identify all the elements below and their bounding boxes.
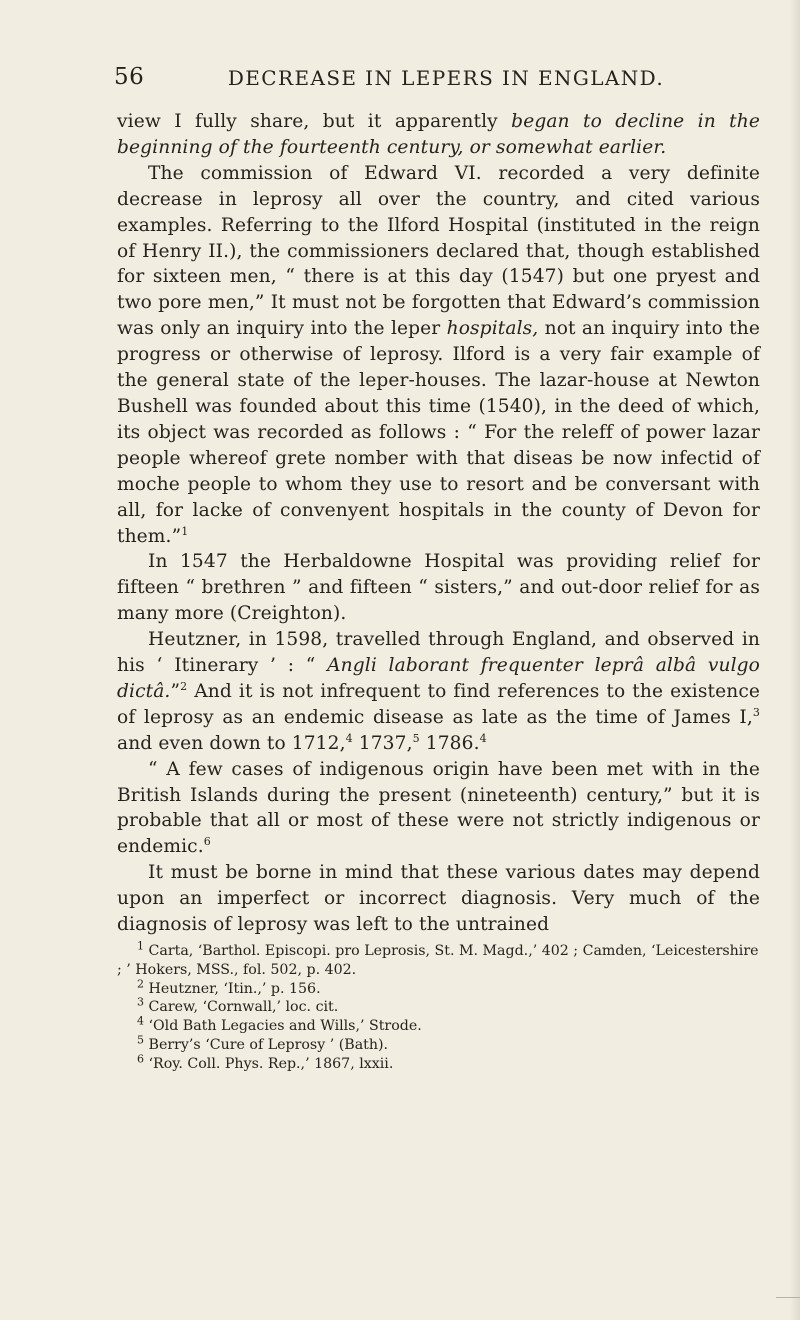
footnote-number: 2 <box>137 976 144 990</box>
paragraph-4-quote-close: ” <box>170 680 181 702</box>
paragraph-5-text: “ A few cases of indigenous origin have been met with in the British Islands during the present (nineteenth) century,” but it is probable that all or most of these were not strictly indigenous or endemic. <box>117 758 760 858</box>
footnote <box>117 1052 760 1074</box>
footnote <box>117 995 760 1017</box>
paragraph-3-text: In 1547 the Herbaldowne Hospital was providing relief for fifteen “ brethren ” and fifteen “ sisters,” and out-door relief for as many more (Creighton). <box>117 551 760 625</box>
paragraph-4-text-e: 1786. <box>419 732 480 754</box>
page-content <box>117 109 760 1074</box>
paragraph-1-italic: began to decline in the beginning of the fourteenth century, or somewhat earlier. <box>117 111 760 158</box>
paragraph-4-text-d: 1737, <box>352 732 413 754</box>
footnote-text: ‘Roy. Coll. Phys. Rep.,’ 1867, lxxii. <box>148 1055 394 1072</box>
footnote-number: 5 <box>137 1033 144 1047</box>
footnote-number: 6 <box>137 1052 144 1066</box>
footnote-text: Carta, ‘Barthol. Episcopi. pro Leprosis, St. M. Magd.,’ 402 ; Camden, ‘Leicestershire ; ’ Hokers, MSS., fol. 502, p. 402. <box>117 943 759 978</box>
paragraph-4-text-b: And it is not infrequent to find references to the existence of leprosy as an endemic disease as late as the time of James I, <box>117 680 760 728</box>
footnote-text: Carew, ‘Cornwall,’ loc. cit. <box>148 999 339 1016</box>
footnote-text: ‘Old Bath Legacies and Wills,’ Strode. <box>148 1018 422 1035</box>
footnote-ref-4b: 4 <box>479 731 487 745</box>
running-head: DECREASE IN LEPERS IN ENGLAND. <box>227 66 665 90</box>
footnote-ref-5: 5 <box>412 731 420 745</box>
page-number: 56 <box>114 64 145 90</box>
page-header <box>114 64 754 96</box>
footnote-text: Heutzner, ‘Itin.,’ p. 156. <box>148 980 321 997</box>
footnotes <box>117 939 760 1074</box>
paragraph-4-text-a: Heutzner, in 1598, travelled through England, and observed in his ‘ Itinerary ’ : “ <box>117 629 760 677</box>
footnote <box>117 1014 760 1036</box>
paragraph-4 <box>117 627 760 757</box>
paragraph-6 <box>117 860 760 938</box>
paragraph-5 <box>117 757 760 861</box>
paragraph-4-latin-quote: Angli laborant frequenter leprâ albâ vulgo dictâ. <box>117 655 760 702</box>
footnote-ref-1: 1 <box>181 524 189 538</box>
footnote-text: Berry’s ‘Cure of Leprosy ’ (Bath). <box>148 1036 389 1053</box>
footnote-ref-4a: 4 <box>345 731 353 745</box>
paragraph-1 <box>117 109 760 161</box>
footnote-ref-3: 3 <box>752 705 760 719</box>
footnote-ref-6: 6 <box>203 835 211 849</box>
body-text <box>117 109 760 938</box>
paragraph-3 <box>117 549 760 627</box>
paragraph-2-italic: hospitals, <box>446 318 539 340</box>
footnote-number: 4 <box>137 1014 144 1028</box>
paragraph-4-text-c: and even down to 1712, <box>117 732 346 754</box>
footnote-number: 1 <box>137 939 144 953</box>
footnote <box>117 939 760 980</box>
paragraph-1-text: view I fully share, but it apparently <box>117 111 512 132</box>
footnote <box>117 1033 760 1055</box>
footnote-number: 3 <box>137 995 144 1009</box>
paragraph-6-text: It must be borne in mind that these various dates may depend upon an imperfect or incorrect diagnosis. Very much of the diagnosis of leprosy was left to the untrained <box>117 862 760 936</box>
page-edge-shadow <box>790 0 800 1320</box>
paragraph-2-continuation: not an inquiry into the progress or otherwise of leprosy. Ilford is a very fair example of the general state of the leper-houses. The lazar-house at Newton Bushell was founded about this time (1540), in the deed of which, its object was recorded as follows : “ For the releff of power lazar people whereof grete nomber with that diseas be now infectid of moche people to whom they use to resort and be conversant with all, for lacke of convenyent hospitals in the county of Devon for them.” <box>117 318 760 547</box>
paragraph-2 <box>117 161 760 550</box>
paragraph-2-text: The commission of Edward VI. recorded a very definite decrease in leprosy all over the country, and cited various examples. Referring to the Ilford Hospital (instituted in the reign of Henry II.), the commissioners declared that, though established for sixteen men, “ there is at this day (1547) but one pryest and two pore men,” It must not be forgotten that Edward’s commission was only an inquiry into the leper <box>117 162 760 340</box>
page-corner-rule <box>776 1297 800 1298</box>
footnote-ref-2: 2 <box>180 679 188 693</box>
footnote <box>117 976 760 999</box>
